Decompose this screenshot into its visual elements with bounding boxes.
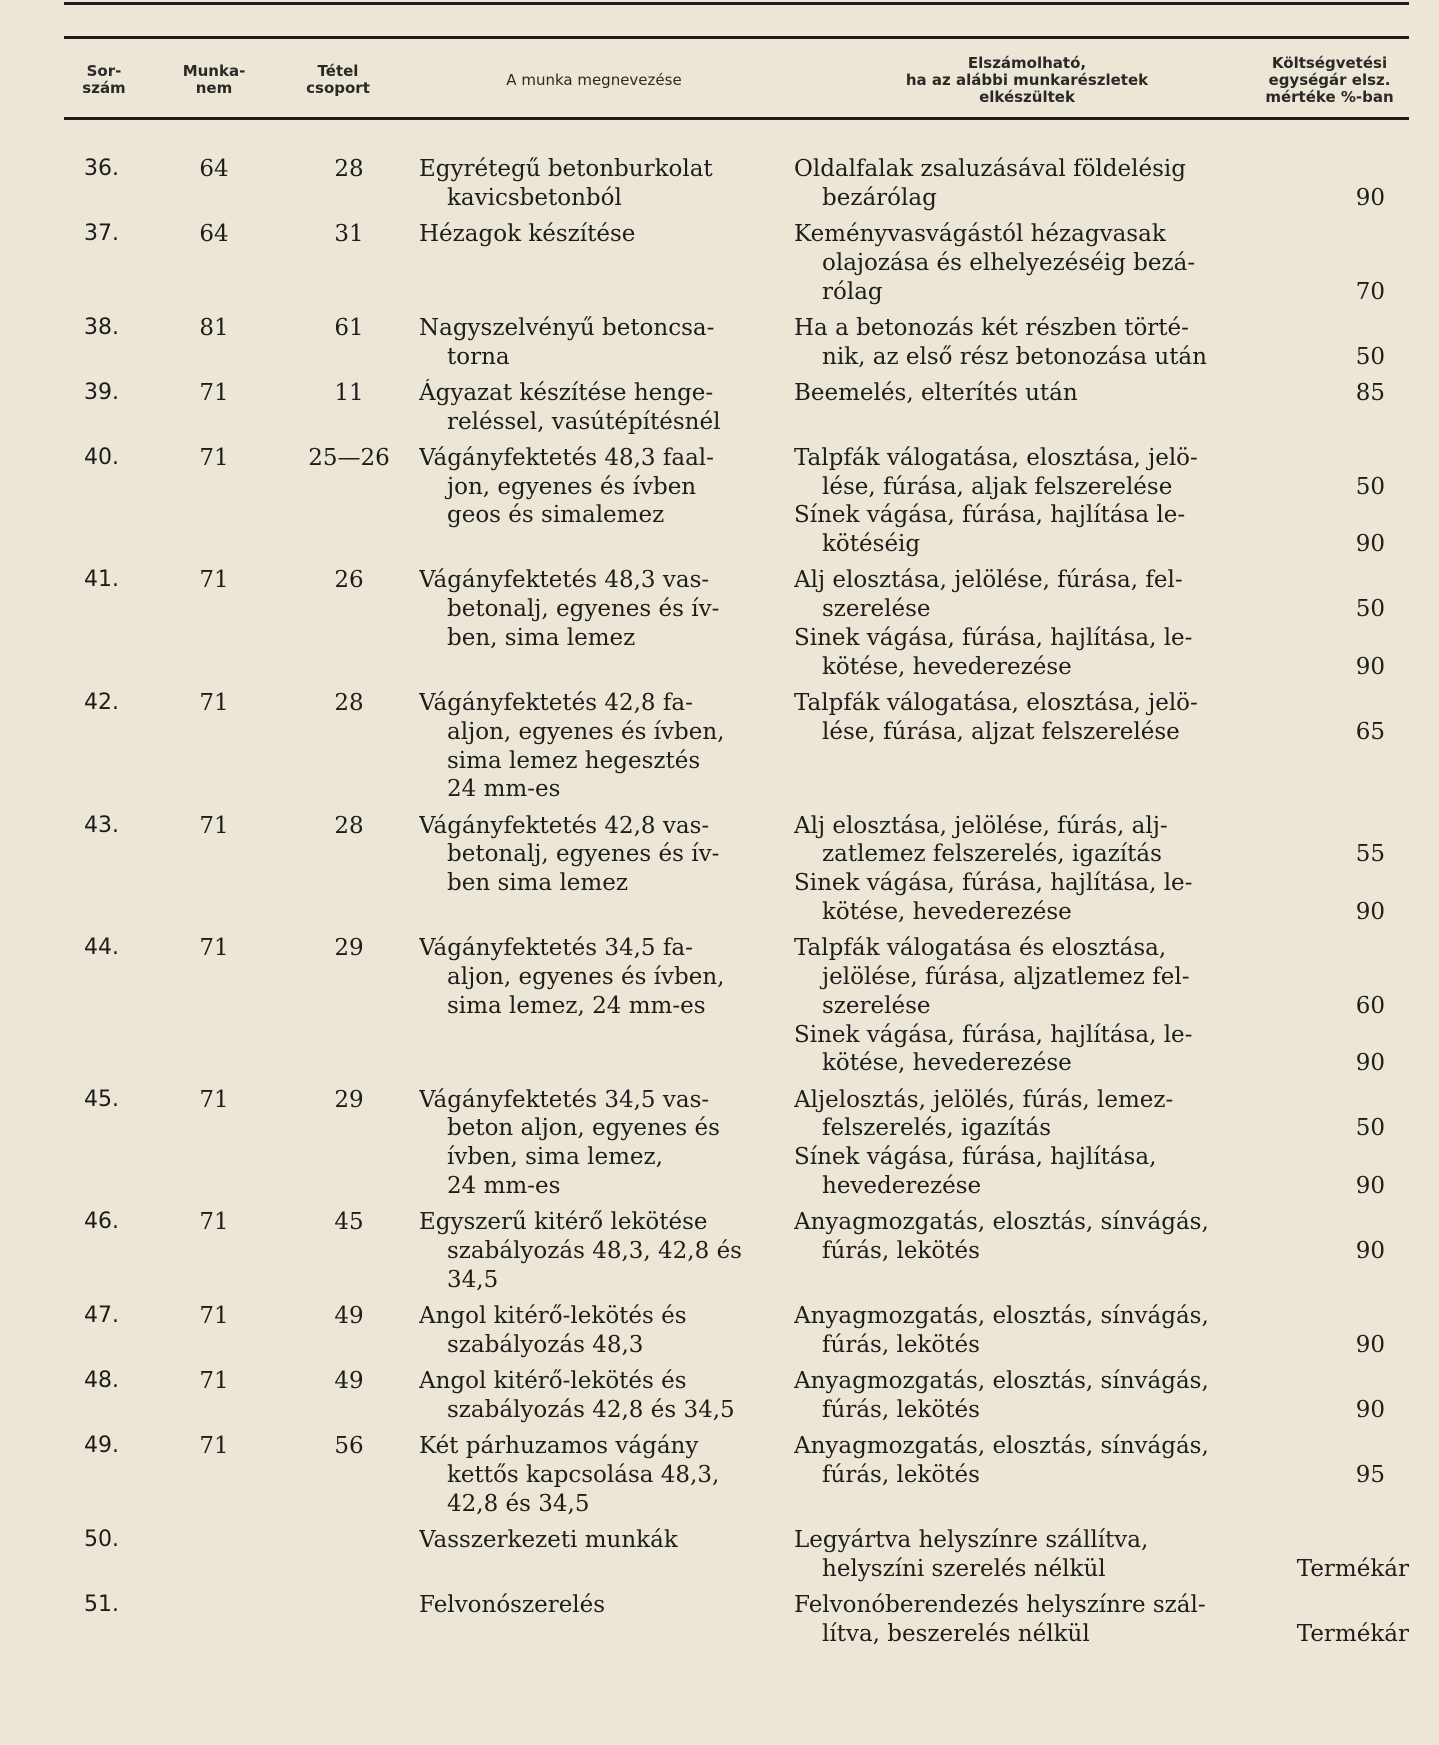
row-tetelcsoport: 28: [334, 689, 364, 716]
elszamolhato-line: Anyagmozgatás, elosztás, sínvágás,: [794, 1367, 1209, 1394]
row-munkanem: 71: [199, 1209, 229, 1236]
row-elszamolhato: [794, 1591, 1214, 1649]
row-munkanem: 71: [199, 567, 229, 594]
megnevezes-line: torna: [447, 343, 510, 370]
row-megnevezes: [419, 1086, 774, 1201]
elszamolhato-line: fúrás, lekötés: [822, 1331, 980, 1358]
top-rule: [64, 2, 1409, 5]
table-row: [64, 1591, 1409, 1656]
elszamolhato-line: Felvonóberendezés helyszínre szál-: [794, 1591, 1206, 1618]
koltseg-percent: 50: [1355, 1115, 1385, 1142]
row-sorszam: 40.: [84, 444, 119, 470]
row-elszamolhato: [794, 1086, 1214, 1201]
row-megnevezes: [419, 1367, 774, 1425]
table-row: [64, 1208, 1409, 1302]
table-row: [64, 1367, 1409, 1432]
elszamolhato-group: [794, 812, 1214, 870]
elszamolhato-group: [794, 1086, 1214, 1144]
row-tetelcsoport: 45: [334, 1209, 364, 1236]
table-row: [64, 1302, 1409, 1367]
row-megnevezes: [419, 1432, 774, 1518]
row-munkanem: 71: [199, 1432, 229, 1459]
elszamolhato-group: [794, 379, 1214, 408]
elszamolhato-line: Oldalfalak zsaluzásával földelésig: [794, 156, 1186, 182]
megnevezes-line: kettős kapcsolása 48,3,: [447, 1461, 720, 1488]
header-megnevezes: A munka megnevezése: [506, 70, 682, 89]
table-row: [64, 314, 1409, 379]
row-tetelcsoport: 26: [334, 567, 364, 594]
table-row: [64, 812, 1409, 935]
elszamolhato-line: fúrás, lekötés: [822, 1461, 980, 1488]
elszamolhato-group: [794, 1591, 1214, 1649]
koltseg-percent: 90: [1355, 1237, 1385, 1264]
koltseg-percent: 55: [1355, 841, 1385, 868]
row-munkanem: 81: [199, 314, 229, 341]
row-megnevezes: [419, 220, 774, 249]
header-tetelcsoport: Tétel csoport: [306, 62, 370, 97]
row-sorszam: 50.: [84, 1526, 119, 1552]
megnevezes-line: Angol kitérő-lekötés és: [419, 1302, 687, 1329]
row-tetelcsoport: 49: [334, 1367, 364, 1394]
megnevezes-line: Egyszerű kitérő lekötése: [419, 1209, 708, 1236]
megnevezes-line: geos és simalemez: [447, 502, 665, 529]
koltseg-percent: Termékár: [1296, 1620, 1409, 1647]
row-munkanem: 64: [199, 221, 229, 247]
megnevezes-line: Vágányfektetés 34,5 fa-: [419, 935, 693, 962]
row-sorszam: 36.: [84, 156, 119, 181]
header-top-rule: [64, 36, 1409, 39]
megnevezes-line: Felvonószerelés: [419, 1591, 606, 1618]
megnevezes-line: Vágányfektetés 48,3 faal-: [419, 444, 714, 471]
elszamolhato-line: zatlemez felszerelés, igazítás: [822, 841, 1162, 868]
row-tetelcsoport: 61: [334, 314, 364, 341]
elszamolhato-line: fúrás, lekötés: [822, 1396, 980, 1423]
elszamolhato-group: [794, 1432, 1214, 1490]
elszamolhato-group: [794, 1367, 1214, 1425]
megnevezes-line: Vágányfektetés 48,3 vas-: [419, 567, 710, 594]
koltseg-percent: 50: [1355, 473, 1385, 500]
row-munkanem: 71: [199, 812, 229, 839]
elszamolhato-line: lítva, beszerelés nélkül: [822, 1620, 1090, 1647]
elszamolhato-line: Anyagmozgatás, elosztás, sínvágás,: [794, 1302, 1209, 1329]
row-sorszam: 44.: [84, 935, 119, 961]
row-elszamolhato: [794, 1208, 1214, 1266]
row-elszamolhato: [794, 1526, 1214, 1584]
row-sorszam: 47.: [84, 1302, 119, 1328]
megnevezes-line: sima lemez hegesztés: [447, 747, 701, 774]
row-tetelcsoport: 49: [334, 1302, 364, 1329]
elszamolhato-line: Beemelés, elterítés után: [794, 379, 1078, 406]
row-tetelcsoport: 56: [334, 1432, 364, 1459]
row-tetelcsoport: 11: [334, 379, 364, 406]
row-munkanem: 71: [199, 1086, 229, 1113]
koltseg-percent: 95: [1355, 1461, 1385, 1488]
koltseg-percent: 70: [1355, 278, 1385, 305]
row-munkanem: 71: [199, 1367, 229, 1394]
elszamolhato-group: [794, 869, 1214, 927]
elszamolhato-group: [794, 1302, 1214, 1360]
table-row: [64, 220, 1409, 314]
elszamolhato-line: szerelése: [822, 992, 931, 1019]
megnevezes-line: 24 mm-es: [447, 776, 561, 803]
elszamolhato-line: Sinek vágása, fúrása, hajlítása, le-: [794, 1021, 1193, 1048]
elszamolhato-line: bezárólag: [822, 184, 937, 211]
koltseg-percent: 90: [1355, 531, 1385, 558]
table-row: [64, 379, 1409, 444]
row-sorszam: 38.: [84, 314, 119, 340]
elszamolhato-line: jelölése, fúrása, aljzatlemez fel-: [822, 963, 1190, 990]
row-sorszam: 51.: [84, 1591, 119, 1617]
koltseg-percent: 90: [1355, 1050, 1385, 1077]
elszamolhato-group: [794, 624, 1214, 682]
elszamolhato-group: [794, 220, 1214, 306]
header-elszamolhato: Elszámolható, ha az alábbi munkarészletek elkészültek: [905, 53, 1149, 106]
row-megnevezes: [419, 314, 774, 372]
table-row: [64, 155, 1409, 220]
megnevezes-line: Hézagok készítése: [419, 221, 636, 247]
elszamolhato-line: Sinek vágása, fúrása, hajlítása, le-: [794, 870, 1193, 897]
koltseg-percent: 90: [1355, 653, 1385, 680]
row-munkanem: 64: [199, 156, 229, 182]
elszamolhato-line: helyszíni szerelés nélkül: [822, 1555, 1106, 1582]
megnevezes-line: szabályozás 48,3, 42,8 és: [447, 1237, 742, 1264]
row-elszamolhato: [794, 155, 1214, 213]
row-tetelcsoport: 28: [334, 156, 364, 182]
elszamolhato-group: [794, 566, 1214, 624]
megnevezes-line: Vágányfektetés 34,5 vas-: [419, 1086, 710, 1113]
row-sorszam: 43.: [84, 812, 119, 838]
elszamolhato-group: [794, 1208, 1214, 1266]
megnevezes-line: betonalj, egyenes és ív-: [447, 596, 720, 623]
elszamolhato-group: [794, 444, 1214, 502]
megnevezes-line: Vágányfektetés 42,8 vas-: [419, 812, 710, 839]
row-sorszam: 45.: [84, 1086, 119, 1112]
megnevezes-line: Ágyazat készítése henge-: [419, 379, 714, 406]
table-row: [64, 444, 1409, 567]
table-row: [64, 689, 1409, 812]
row-megnevezes: [419, 812, 774, 898]
elszamolhato-line: szerelése: [822, 596, 931, 623]
row-sorszam: 49.: [84, 1432, 119, 1458]
table-row: [64, 1432, 1409, 1526]
elszamolhato-line: Talpfák válogatása, elosztása, jelö-: [794, 689, 1198, 716]
row-sorszam: 41.: [84, 567, 119, 593]
elszamolhato-line: nik, az első rész betonozása után: [822, 343, 1207, 370]
table-body: [64, 155, 1409, 1656]
koltseg-percent: 90: [1355, 898, 1385, 925]
row-megnevezes: [419, 1208, 774, 1294]
elszamolhato-line: Sínek vágása, fúrása, hajlítása,: [794, 1144, 1157, 1171]
elszamolhato-line: Alj elosztása, jelölése, fúrása, fel-: [794, 567, 1183, 594]
header-sorszam: Sor- szám: [82, 62, 126, 97]
table-row: [64, 566, 1409, 689]
row-tetelcsoport: 31: [334, 221, 364, 247]
table-row: [64, 1086, 1409, 1209]
elszamolhato-line: rólag: [822, 278, 883, 305]
row-megnevezes: [419, 934, 774, 1020]
header-koltsegvetesi: Költségvetési egységár elsz. mértéke %-ban: [1265, 53, 1394, 106]
megnevezes-line: reléssel, vasútépítésnél: [447, 408, 721, 435]
megnevezes-line: sima lemez, 24 mm-es: [447, 992, 706, 1019]
koltseg-percent: Termékár: [1296, 1555, 1409, 1582]
elszamolhato-line: Alj elosztása, jelölése, fúrás, alj-: [794, 812, 1168, 839]
koltseg-percent: 90: [1355, 1172, 1385, 1199]
megnevezes-line: Angol kitérő-lekötés és: [419, 1367, 687, 1394]
koltseg-percent: 50: [1355, 343, 1385, 370]
megnevezes-line: aljon, egyenes és ívben,: [447, 963, 725, 990]
row-munkanem: 71: [199, 1302, 229, 1329]
row-elszamolhato: [794, 1432, 1214, 1490]
row-elszamolhato: [794, 314, 1214, 372]
header-bottom-rule: [64, 117, 1409, 120]
elszamolhato-line: kötése, hevederezése: [822, 1050, 1072, 1077]
koltseg-percent: 60: [1355, 992, 1385, 1019]
table-row: [64, 1526, 1409, 1591]
koltseg-percent: 85: [1355, 379, 1385, 406]
elszamolhato-group: [794, 934, 1214, 1020]
row-megnevezes: [419, 444, 774, 530]
megnevezes-line: beton aljon, egyenes és: [447, 1115, 720, 1142]
elszamolhato-line: Talpfák válogatása és elosztása,: [794, 935, 1167, 962]
row-elszamolhato: [794, 934, 1214, 1078]
megnevezes-line: 34,5: [447, 1266, 499, 1293]
megnevezes-line: szabályozás 42,8 és 34,5: [447, 1396, 735, 1423]
row-elszamolhato: [794, 1367, 1214, 1425]
row-sorszam: 42.: [84, 689, 119, 715]
row-sorszam: 37.: [84, 221, 119, 246]
megnevezes-line: jon, egyenes és ívben: [447, 473, 697, 500]
row-elszamolhato: [794, 220, 1214, 306]
elszamolhato-line: lése, fúrása, aljzat felszerelése: [822, 718, 1180, 745]
row-megnevezes: [419, 1302, 774, 1360]
row-sorszam: 39.: [84, 379, 119, 405]
megnevezes-line: ben, sima lemez: [447, 624, 636, 651]
row-tetelcsoport: 25—26: [308, 444, 390, 471]
elszamolhato-line: Legyártva helyszínre szállítva,: [794, 1526, 1149, 1553]
koltseg-percent: 90: [1355, 184, 1385, 211]
row-elszamolhato: [794, 379, 1214, 408]
megnevezes-line: Vasszerkezeti munkák: [419, 1526, 678, 1553]
elszamolhato-line: hevederezése: [822, 1172, 982, 1199]
elszamolhato-group: [794, 1143, 1214, 1201]
megnevezes-line: Egyrétegű betonburkolat: [419, 156, 713, 182]
megnevezes-line: betonalj, egyenes és ív-: [447, 841, 720, 868]
elszamolhato-line: felszerelés, igazítás: [822, 1115, 1052, 1142]
megnevezes-line: szabályozás 48,3: [447, 1331, 644, 1358]
elszamolhato-group: [794, 314, 1214, 372]
elszamolhato-line: lése, fúrása, aljak felszerelése: [822, 473, 1173, 500]
row-sorszam: 48.: [84, 1367, 119, 1393]
elszamolhato-group: [794, 1021, 1214, 1079]
elszamolhato-line: Aljelosztás, jelölés, fúrás, lemez-: [794, 1086, 1174, 1113]
row-elszamolhato: [794, 566, 1214, 681]
elszamolhato-group: [794, 1526, 1214, 1584]
elszamolhato-group: [794, 501, 1214, 559]
elszamolhato-line: Anyagmozgatás, elosztás, sínvágás,: [794, 1432, 1209, 1459]
megnevezes-line: 24 mm-es: [447, 1172, 561, 1199]
megnevezes-line: ívben, sima lemez,: [447, 1144, 663, 1171]
megnevezes-line: Vágányfektetés 42,8 fa-: [419, 689, 693, 716]
elszamolhato-line: kötéséig: [822, 531, 921, 558]
row-sorszam: 46.: [84, 1209, 119, 1235]
row-megnevezes: [419, 1591, 774, 1620]
row-megnevezes: [419, 566, 774, 652]
row-megnevezes: [419, 155, 774, 213]
document-page: [64, 0, 1409, 1745]
elszamolhato-line: Talpfák válogatása, elosztása, jelö-: [794, 444, 1198, 471]
megnevezes-line: 42,8 és 34,5: [447, 1490, 590, 1517]
table-row: [64, 934, 1409, 1085]
row-tetelcsoport: 29: [334, 935, 364, 962]
elszamolhato-line: fúrás, lekötés: [822, 1237, 980, 1264]
elszamolhato-line: Anyagmozgatás, elosztás, sínvágás,: [794, 1209, 1209, 1236]
row-elszamolhato: [794, 1302, 1214, 1360]
row-megnevezes: [419, 689, 774, 804]
row-tetelcsoport: 29: [334, 1086, 364, 1113]
koltseg-percent: 90: [1355, 1396, 1385, 1423]
koltseg-percent: 65: [1355, 718, 1385, 745]
elszamolhato-line: kötése, hevederezése: [822, 898, 1072, 925]
koltseg-percent: 90: [1355, 1331, 1385, 1358]
row-elszamolhato: [794, 812, 1214, 927]
elszamolhato-group: [794, 155, 1214, 213]
megnevezes-line: Nagyszelvényű betoncsa-: [419, 314, 715, 341]
row-megnevezes: [419, 1526, 774, 1555]
megnevezes-line: ben sima lemez: [447, 870, 628, 897]
koltseg-percent: 50: [1355, 596, 1385, 623]
row-munkanem: 71: [199, 935, 229, 962]
megnevezes-line: Két párhuzamos vágány: [419, 1432, 699, 1459]
row-elszamolhato: [794, 444, 1214, 559]
header-munkanem: Munka- nem: [182, 62, 246, 97]
megnevezes-line: aljon, egyenes és ívben,: [447, 718, 725, 745]
elszamolhato-line: Ha a betonozás két részben törté-: [794, 314, 1189, 341]
row-munkanem: 71: [199, 379, 229, 406]
elszamolhato-line: Keményvasvágástól hézagvasak: [794, 221, 1166, 247]
elszamolhato-line: Sinek vágása, fúrása, hajlítása, le-: [794, 624, 1193, 651]
megnevezes-line: kavicsbetonból: [447, 184, 622, 211]
row-munkanem: 71: [199, 689, 229, 716]
row-megnevezes: [419, 379, 774, 437]
elszamolhato-line: Sínek vágása, fúrása, hajlítása le-: [794, 502, 1186, 529]
elszamolhato-line: olajozása és elhelyezéséig bezá-: [822, 249, 1196, 276]
elszamolhato-group: [794, 689, 1214, 747]
row-elszamolhato: [794, 689, 1214, 747]
row-tetelcsoport: 28: [334, 812, 364, 839]
elszamolhato-line: kötése, hevederezése: [822, 653, 1072, 680]
row-munkanem: 71: [199, 444, 229, 471]
